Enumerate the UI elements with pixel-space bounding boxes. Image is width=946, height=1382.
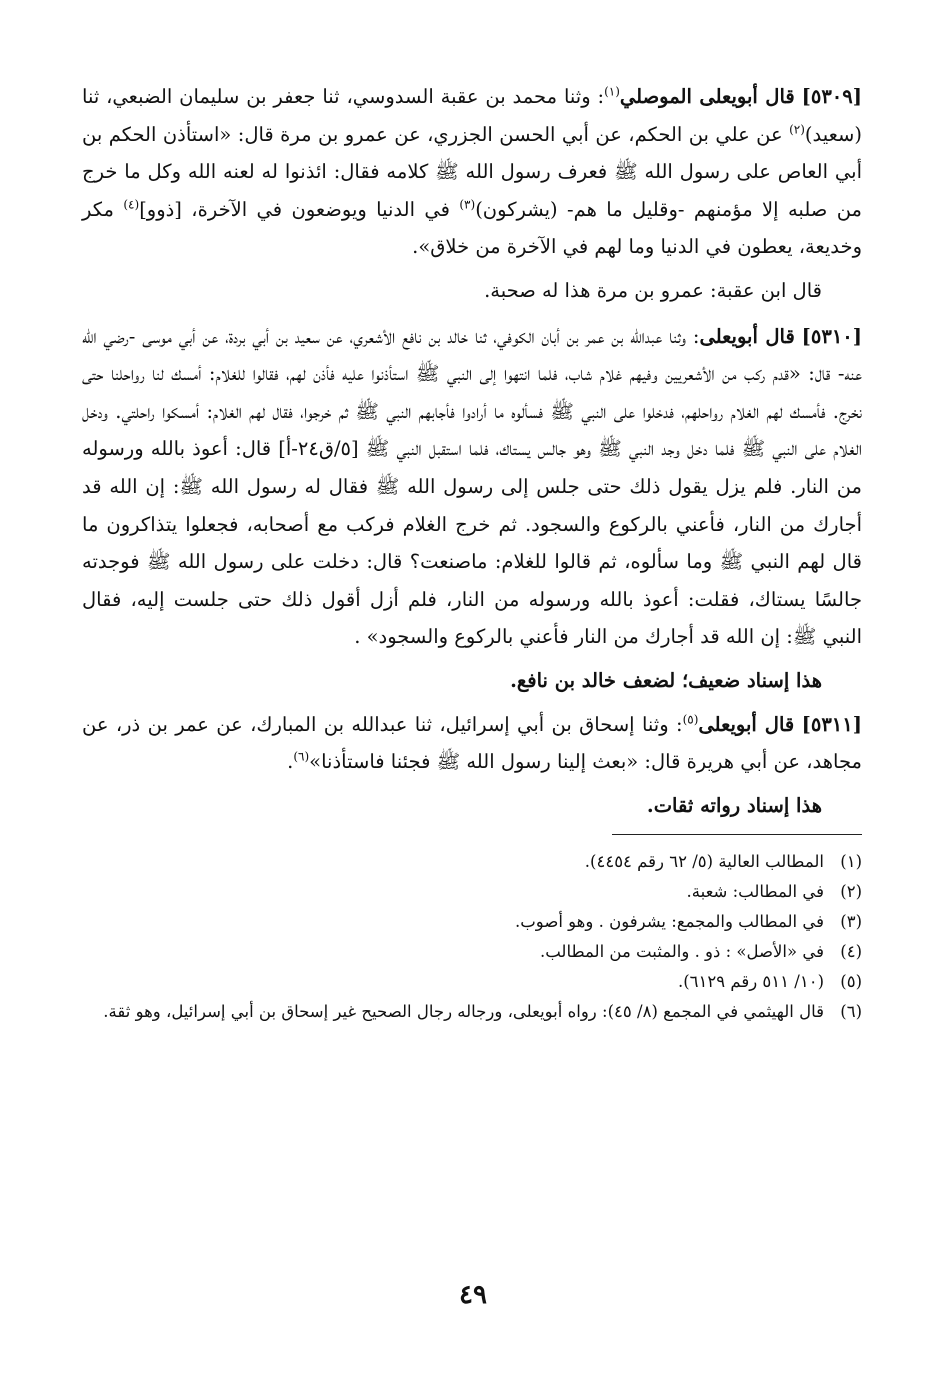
footnote-ref: (٥) — [682, 712, 699, 726]
footnote-mark: (٤) — [840, 942, 862, 962]
hadith-number: [٥٣١١] — [801, 712, 862, 736]
hadith-text: : وثنا محمد بن عقبة السدوسي، ثنا جعفر بن سليمان الضبعي، ثنا (سعيد) — [82, 85, 862, 146]
hadith-text: في الدنيا ويوضعون في الآخرة، [ذوو] — [139, 197, 460, 221]
editor-note: قال ابن عقبة: عمرو بن مرة هذا له صحبة. — [484, 278, 822, 302]
hadith-text: مكر وخديعة، يعطون في الدنيا وما لهم في الآخرة من خلاق». — [82, 197, 862, 259]
hadith-speaker: قال أبويعلى — [698, 712, 795, 736]
footnote-item — [82, 967, 862, 997]
footnote-ref: (٦) — [293, 749, 310, 764]
footnote-item — [82, 847, 862, 877]
hadith-speaker: قال أبويعلى — [699, 324, 795, 348]
footnote-mark: (٥) — [840, 972, 862, 992]
footnote-mark: (٣) — [840, 912, 862, 932]
footnote-mark: (٢) — [840, 882, 862, 902]
page-body — [82, 78, 862, 1027]
footnote-item — [82, 997, 862, 1027]
isnad-grade: هذا إسناد ضعيف؛ لضعف خالد بن نافع. — [510, 668, 822, 692]
page-number: ٤٩ — [459, 1280, 487, 1310]
hadith-number: [٥٣٠٩] — [801, 85, 862, 108]
footnote-text: المطالب العالية (٥/ ٦٢ رقم ٤٤٥٤). — [584, 852, 824, 872]
hadith-speaker: قال أبويعلى الموصلي — [619, 85, 795, 108]
footnote-item — [82, 937, 862, 967]
hadith-text: : وثنا إسحاق بن أبي إسرائيل، ثنا عبدالله بن المبارك، عن عمر بن ذر، عن مجاهد، عن أبي هريرة قال: «بعث إلينا رسول الله ﷺ فجئنا فاستأذنا» — [82, 712, 862, 774]
hadith-text: عن علي بن الحكم، عن أبي الحسن الجزري، عن عمرو بن مرة قال: «استأذن الحكم بن أبي العاص على رسول الله ﷺ فعرف رسول الله ﷺ كلامه فقال: ائذنوا له لعنه الله وكل ما خرج من صلبه إلا مؤمنهم -وقليل ما هم- (يشركون) — [82, 122, 863, 221]
footnote-text: في «الأصل» : ذو . والمثبت من المطالب. — [539, 942, 824, 962]
footnote-text: (١٠/ ٥١١ رقم ٦١٢٩). — [677, 972, 824, 992]
footnote-text: في المطالب: شعبة. — [686, 882, 824, 902]
footnote-ref: (١) — [604, 84, 620, 99]
hadith-5309 — [82, 78, 862, 266]
hadith-5310 — [82, 318, 862, 656]
footnote-ref: (٢) — [789, 122, 805, 137]
hadith-text: : وثنا عبدالله بن عمر بن أبان الكوفي، ثنا خالد بن نافع الأشعري، عن سعيد بن أبي بردة، عن أبي موسى -رضي الله عنه- قال: «قدم ركب من الأشعريين وفيهم غلام شاب، فلما انتهوا إلى النبي ﷺ استأذنوا عليه فأذن لهم، فقالوا للغلام: أمسك لنا رواحلنا حتى نخرج. فأمسك لهم الغلام رواحلهم، فدخلوا على النبي ﷺ فسألوه ما أرادوا فأجابهم النبي ﷺ ثم خرجوا، فقال لهم الغلام: أمسكوا راحلتي. ودخل الغلام على النبي ﷺ فلما دخل وجد النبي ﷺ وهو جالس يستاك، فلما استقبل النبي ﷺ [٥/ق٢٤-أ] قال: أعوذ بالله ورسوله من النار. فلم يزل يقول ذلك حتى جلس إلى رسول الله ﷺ فقال له رسول الله ﷺ: إن الله قد أجارك من النار، فأعني بالركوع والسجود. ثم خرج الغلام فركب مع أصحابه، فجعلوا يتذاكرون ما قال لهم النبي ﷺ وما سألوه، ثم قالوا للغلام: ماصنعت؟ قال: دخلت على رسول الله ﷺ فوجدته جالسًا يستاك، فقلت: أعوذ بالله ورسوله من النار، فلم أزل أقول ذلك حتى جلست إليه، فقال النبي ﷺ: إن الله قد أجارك من النار فأعني بالركوع والسجود» . — [82, 324, 862, 649]
footnotes — [82, 847, 862, 1027]
footnote-text: في المطالب والمجمع: يشرفون . وهو أصوب. — [515, 912, 824, 932]
isnad-grade: هذا إسناد رواته ثقات. — [646, 793, 822, 817]
hadith-5311 — [82, 706, 862, 781]
footnote-mark: (١) — [840, 852, 862, 872]
footnote-item — [82, 877, 862, 907]
footnote-ref: (٤) — [123, 197, 140, 212]
hadith-text: . — [287, 750, 294, 774]
footnote-text: قال الهيثمي في المجمع (٨/ ٤٥): رواه أبويعلى، ورجاله رجال الصحيح غير إسحاق بن أبي إسرائيل، وهو ثقة. — [103, 1002, 824, 1022]
footnote-item — [82, 907, 862, 937]
footnote-mark: (٦) — [840, 1002, 862, 1022]
footnote-separator — [612, 834, 862, 835]
footnote-ref: (٣) — [459, 197, 476, 212]
hadith-number: [٥٣١٠] — [801, 324, 863, 348]
